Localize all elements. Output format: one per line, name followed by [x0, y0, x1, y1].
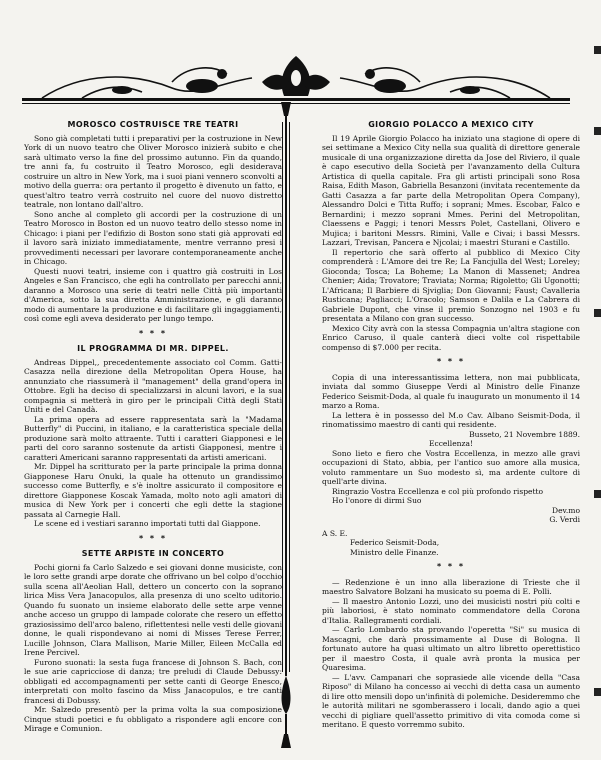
header-ornament: [22, 52, 570, 110]
paragraph: Pochi giorni fa Carlo Salzedo e sei giovani donne musiciste, con le loro sette grandi arpe dorate che offrivano un bel colpo d'occhio sulla scena all'Aeolian Hall, dettero un concerto con la soprano lirica Miss Vera Janacopulos, alla presenza di uno scelto uditorio. Quando fu suonato un insieme elaborato delle sette arpe venne anche acceso un gruppo di lampade colorate che resero un effetto graziosissimo dell'arco baleno, riflettentesi nelle vesti delle giovani donne, le quali rispondevano ai nomi di Misses Terese Ferrer, Lucille Johnson, Clara Mallison, Marie Miller, Eileen McCalla ed Irene Percivel.: [24, 562, 282, 657]
paragraph: Questi nuovi teatri, insieme con i quattro già costruiti in Los Angeles e San Francisco, che egli ha controllato per parecchi anni, daranno a Morosco una serie di teatri nelle Città più importanti d'America, sotto la sua diretta Amministrazione, e gli daranno modo di aumentare la produzione e di facilitare gli ingaggiamenti, così come egli aveva desiderato per lungo tempo.: [24, 266, 282, 323]
article-title: MOROSCO COSTRUISCE TRE TEATRI: [67, 120, 239, 129]
letter-date: Busseto, 21 Novembre 1889.: [469, 429, 580, 439]
letter-signature: G. Verdi: [549, 515, 580, 524]
section-separator: * * *: [436, 562, 466, 571]
letter-address: A S. E.: [322, 528, 348, 538]
news-item: — Redenzione è un inno alla liberazione di Trieste che il maestro Salvatore Bolzani ha musicato su poema di E. Polli.: [322, 577, 580, 596]
paragraph: Sono anche al completo gli accordi per la costruzione di un Teatro Morosco in Boston ed un nuovo teatro dello stesso nome in Chicago: i piani per l'edifizio di Boston sono stati già approvati ed il lavoro sarà iniziato immediatamente, mentre verranno presi i provvedimenti necessari per lavorare contemporaneamente anche in Chicago.: [24, 209, 282, 266]
letter-closing: Dev.mo: [552, 505, 580, 515]
section-separator: * * *: [138, 533, 168, 543]
paragraph: Sono già completati tutti i preparativi per la costruzione in New York di un nuovo teatro che Oliver Morosco inizierà subito e che sarà ultimato verso la fine del prossimo autunno. Fin da quando, tre anni fa, fu costruito il Teatro Morosco, egli desiderava costruire un altro in New York, ma i suoi piani vennero sconvolti a motivo della guerra: ora pertanto il progetto è divenuto un fatto, e quest'altro teatro verrà costruito nel cuore del nuovo distretto teatrale, non lontano dall'altro.: [24, 133, 282, 209]
left-column: [24, 118, 282, 748]
paragraph: Copia di una interessantissima lettera, non mai pubblicata, inviata dal sommo Giuseppe Verdi al Ministro delle Finanze Federico Seismit-Doda, al quale fu inaugurato un monumento il 14 marzo a Roma.: [322, 372, 580, 410]
news-item: — L'avv. Campanari che soprasiede alle vicende della "Casa Riposo" di Milano ha concesso ai vecchi di detta casa un aumento di lire otto mensili dopo un'infinità di polemiche. Desideremmo che le autorità militari ne sgomberassero i locali, dando agio a quei vecchi di pigliare quell'assetto primitivo di vita comoda come si meritano. E questo vorremmo subito.: [322, 672, 580, 729]
news-item: — Il maestro Antonio Lozzi, uno dei musicisti nostri più colti e più laboriosi, è stato nominato commendatore della Corona d'Italia. Rallegramenti cordiali.: [322, 596, 580, 625]
edge-mark: [594, 688, 601, 696]
article-title: SETTE ARPISTE IN CONCERTO: [81, 549, 225, 558]
paragraph: Il repertorio che sarà offerto al pubblico di Mexico City comprenderà : L'Amore dei tre Re; La Fancjulla del West; Loreley; Gioconda; Tosca; La Boheme; La Manon di Massenet; Andrea Chenier; Aida; Trovatore; Traviata; Norma; Rigoletto; Gli Ugonotti; L'Africana; Il Barbiere di Sjviglia; Don Giovanni; Faust; Cavalleria Rusticana; Pagliacci; L'Oracolo; Samson e Dalila e La Cabrera di Gabriele Dupont, che vinse il premio Sonzogno nel 1903 e fu presentata a Milano con gran successo.: [322, 247, 580, 323]
letter-address: Ministro delle Finanze.: [350, 547, 439, 557]
paragraph: Mr. Dippel ha scritturato per la parte principale la prima donna Giapponese Haru Onuki, la quale ha ottenuto un grandissimo successo come Butterfly, e s'è inoltre assicurato il compositore e direttore Giapponese Koscak Yamada, molto noto agli amatori di musica di New York per i concerti che egli dette la stagione passata al Carnegie Hall.: [24, 462, 282, 519]
article-title: GIORGIO POLACCO A MEXICO CITY: [368, 120, 534, 129]
section-separator: * * *: [138, 328, 168, 338]
edge-mark: [594, 309, 601, 317]
edge-mark: [594, 490, 601, 498]
news-item: — Carlo Lombardo sta provando l'operetta "Si" su musica di Mascagni, che darà prossimamente al Duse di Bologna. Il fortunato autore ha quasi ultimato un altro libretto operettistico per il maestro Costa, il quale avrà pronta la musica per Quaresima.: [322, 625, 580, 672]
letter-body: Ringrazio Vostra Eccellenza e col più profondo rispetto: [332, 486, 544, 496]
paragraph: La prima opera ad essere rappresentata sarà la "Madama Butterfly" di Puccini, in italiano, e la caratteristica speciale della produzione sarà molto attraente. Tutti i caratteri Giapponesi e le parti del coro saranno sostenute da artisti Giapponesi, mentre i caratteri Americani saranno rappresentati da artisti americani.: [24, 414, 282, 462]
letter-body: Sono lieto e fiero che Vostra Eccellenza, in mezzo alle gravi occupazioni di Stato, abbia, per l'antico suo amore alla musica, voluto rammentare un Suo modesto sì, ma ardente cultore di quell'arte divina.: [322, 448, 580, 486]
edge-mark: [594, 127, 601, 135]
paragraph: Furono suonati: la sesta fuga francese di Johnson S. Bach, con le sue arie capricciose di danza; tre preludi di Claude Debussy: obbligati ed accompagnamenti per sette canti di George Enesco, interpretati con molto fascino da Miss Janacopulos, e tre canti francesi di Dobussy.: [24, 657, 282, 705]
paragraph: La lettera è in possesso del M.o Cav. Albano Seismit-Doda, il rinomatissimo maestro di canti qui residente.: [322, 410, 580, 429]
paragraph: Le scene ed i vestiari saranno importati tutti dal Giappone.: [34, 519, 261, 528]
letter-salutation: Eccellenza!: [428, 439, 474, 448]
letter-address: Federico Seismit-Doda,: [350, 538, 440, 547]
section-separator: * * *: [436, 357, 466, 366]
paragraph: Il 19 Aprile Giorgio Polacco ha iniziato una stagione di opere di sei settimane a Mexico City nella sua qualità di direttore generale musicale di una organizzazione diretta da Jose del Riviero, il quale è capo esecutivo della Società per l'avanzamento della Cultura Artistica di quella capitale. Fra gli artisti principali sono Rosa Raisa, Edith Mason, Gabriella Besanzoni (invitata recentemente da Gatti Casazza a far parte della Metropolitan Opera Company), Alessandro Dolci e Titta Ruffo; i soprani; Mmes. Escobar, Falco e Bernardini; i mezzo soprani Mmes. Perini del Metropolitan, Claessens e Paggi; i tenori Messrs Polet, Castellani, Olivero e Mujica; i baritoni Messrs. Rimini, Valle e Civai; i bassi Messrs. Lazzari, Trevisan, Pancera e Njcolai; i maestri Sturani e Castillo.: [322, 133, 580, 247]
article-title: IL PROGRAMMA DI MR. DIPPEL.: [77, 344, 229, 353]
paragraph: Mr. Salzedo presentò per la prima volta la sua composizione Cinque studi poetici e fu obbligato a rispondere agli encore con Mirage e Comunion.: [24, 705, 282, 733]
edge-mark: [594, 46, 601, 54]
paragraph: Mexico City avrà con la stessa Compagnia un'altra stagione con Enrico Caruso, il quale canterà dieci volte col rispettabile compenso di $7.000 per recita.: [322, 323, 580, 352]
letter-body: Ho l'onore di dirmi Suo: [332, 496, 422, 505]
paragraph: Andreas Dippel,, precedentemente associato col Comm. Gatti-Casazza nella direzione della Metropolitan Opera House, ha annunziato che riassumerà il "management" della grand'opera in Ottobre. Egli ha deciso di specializzarsi in alcuni lavori, e la sua compagnia si metterà in giro per le principali Città degli Stati Uniti e del Canadà.: [24, 357, 282, 414]
right-column: [322, 118, 580, 748]
